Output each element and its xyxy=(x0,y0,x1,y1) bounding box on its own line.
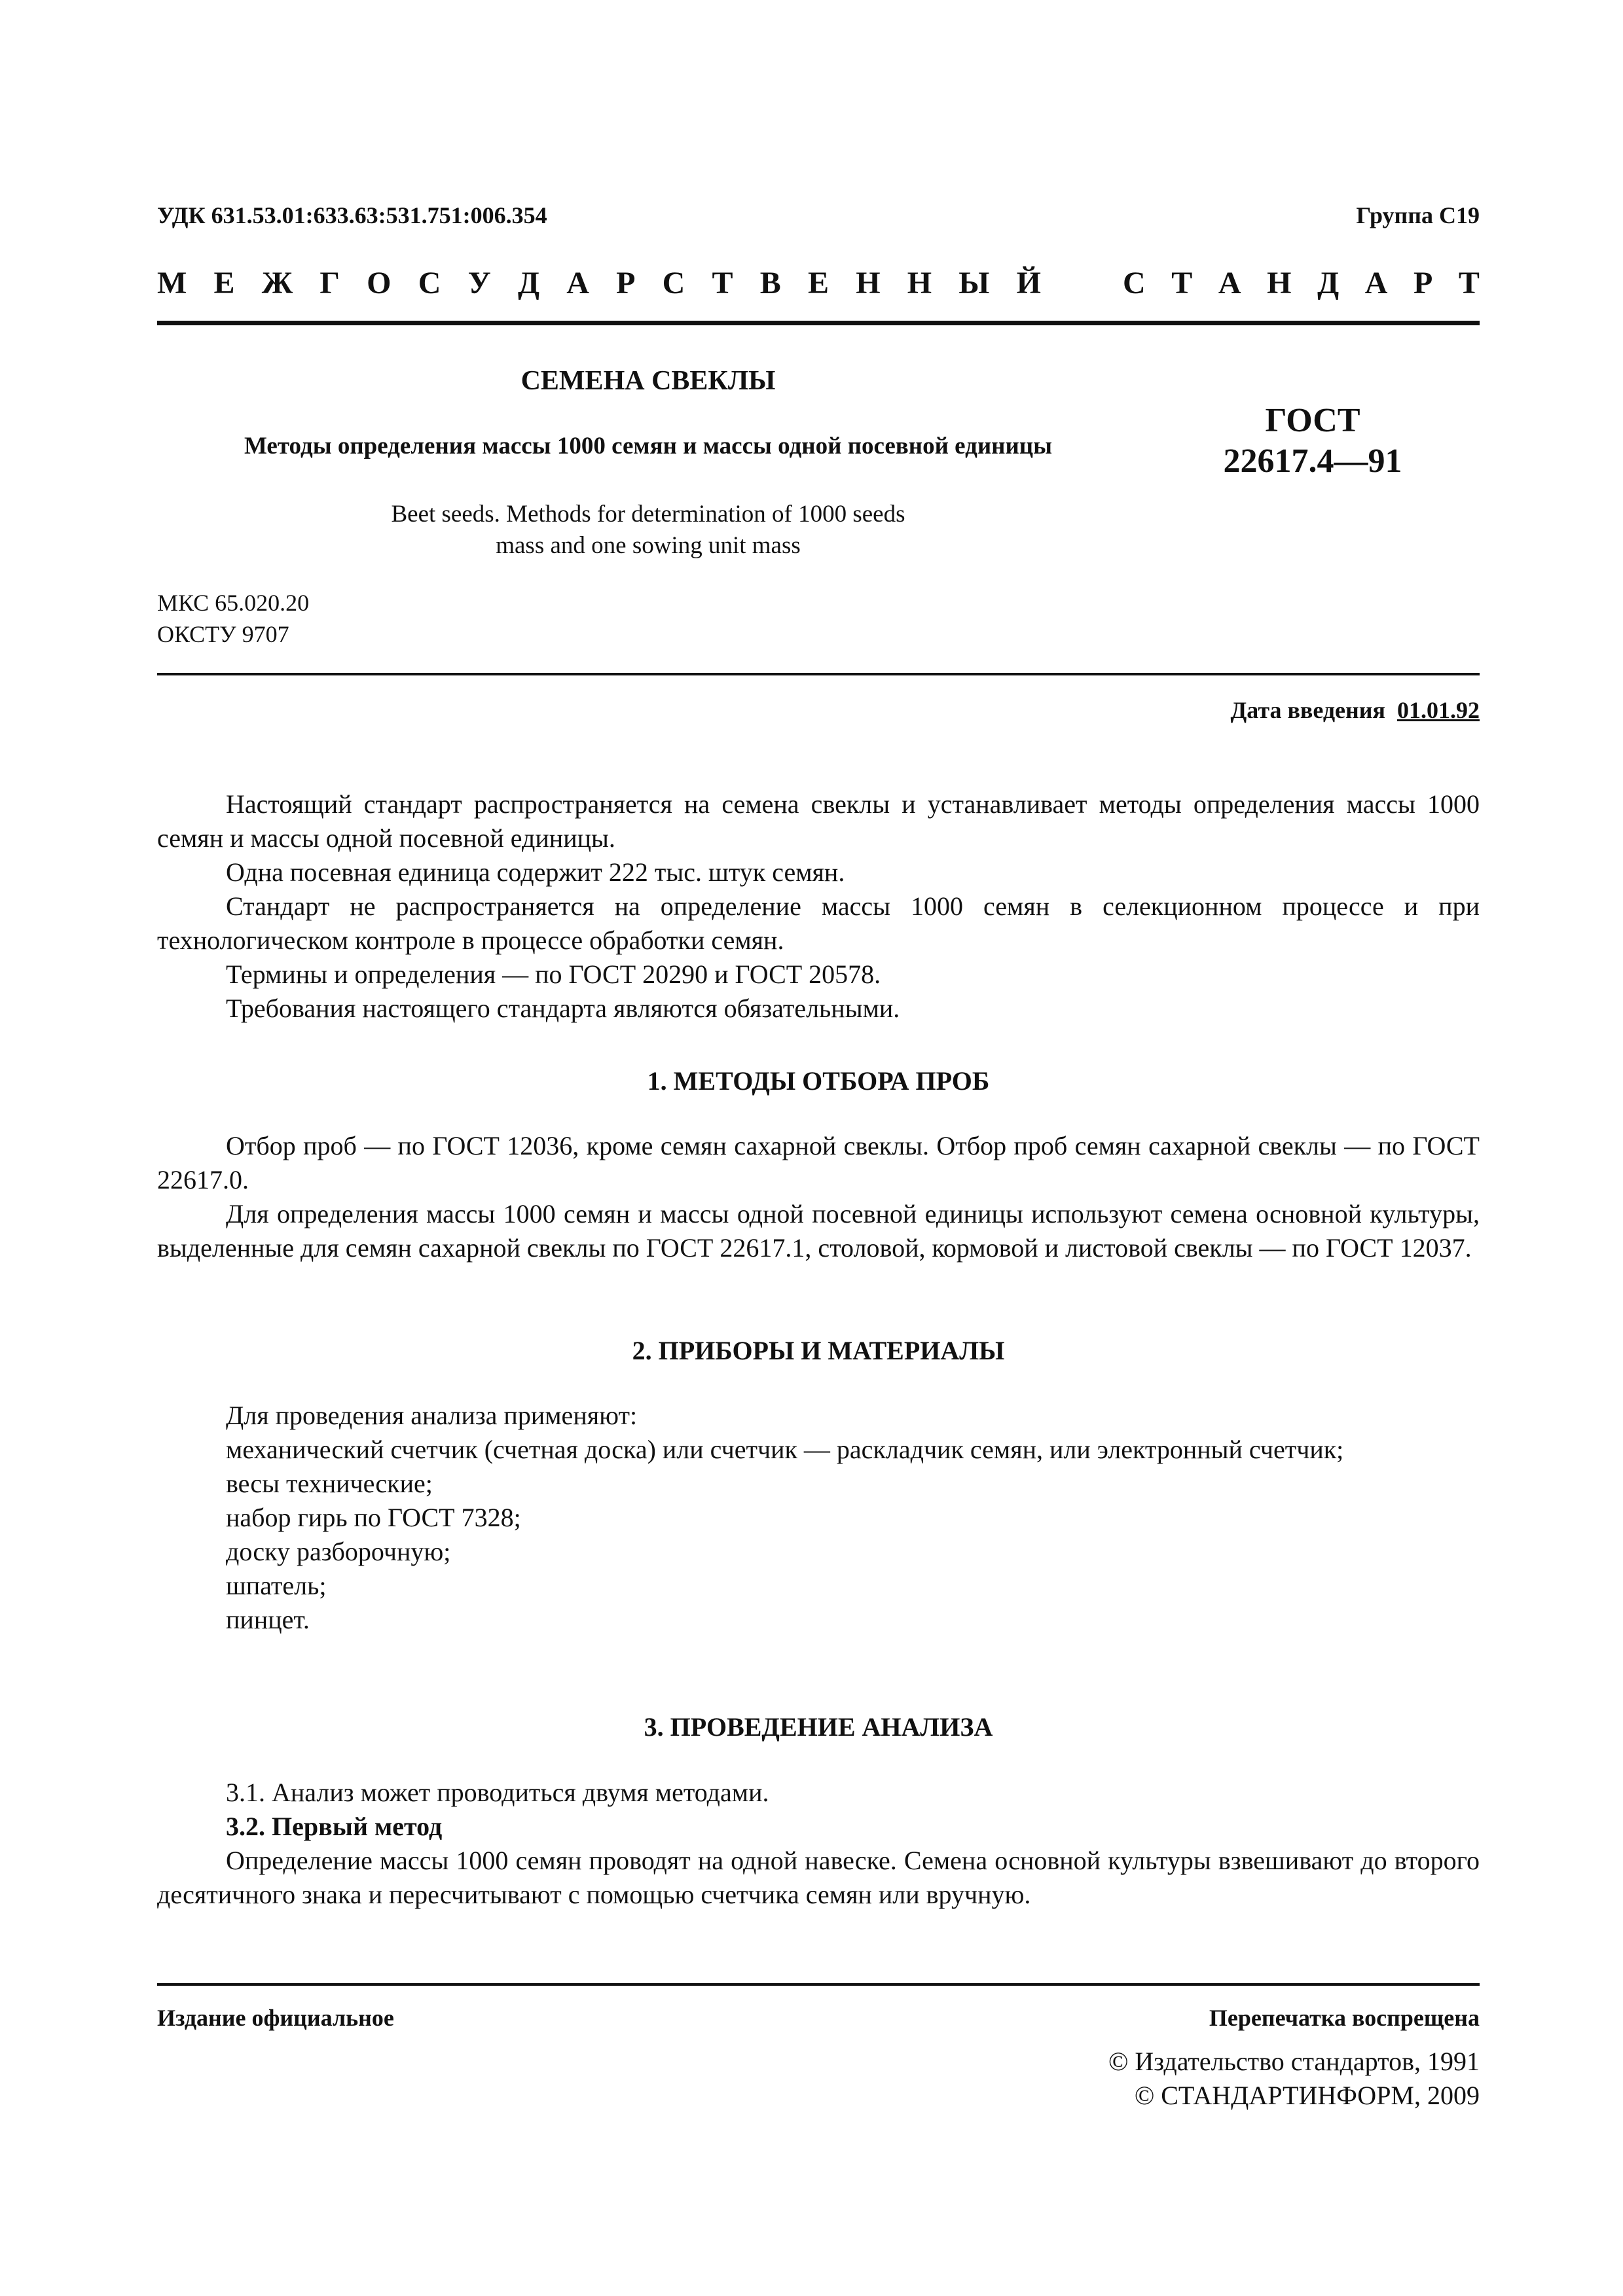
banner-letter: Е xyxy=(213,266,235,300)
mid-divider xyxy=(157,673,1480,675)
banner-letter: Н xyxy=(856,266,881,300)
gost-label: ГОСТ xyxy=(1265,402,1360,439)
udk-code: УДК 631.53.01:633.63:531.751:006.354 xyxy=(157,202,547,228)
banner-letter: Ж xyxy=(261,266,293,300)
banner-letter: А xyxy=(566,266,589,300)
banner-letter: А xyxy=(1218,266,1241,300)
section-1-body xyxy=(157,1129,1480,1265)
banner-letter: М xyxy=(157,266,187,300)
paragraph: Одна посевная единица содержит 222 тыс. штук семян. xyxy=(226,857,845,887)
paragraph: Для проведения анализа применяют: xyxy=(226,1401,638,1430)
okstu-code: ОКСТУ 9707 xyxy=(157,621,289,647)
copyright-block xyxy=(1108,2045,1480,2113)
introduction-date xyxy=(1231,696,1480,724)
banner-letter: С xyxy=(662,266,685,300)
interstate-standard-banner xyxy=(157,265,1480,301)
section-2-body xyxy=(157,1399,1480,1637)
banner-letter: В xyxy=(759,266,781,300)
reprint-prohibited-note: Перепечатка воспрещена xyxy=(1209,2005,1480,2031)
banner-letter: Д xyxy=(518,266,540,300)
banner-letter: Н xyxy=(1267,266,1292,300)
section-heading: 3. ПРОВЕДЕНИЕ АНАЛИЗА xyxy=(644,1712,993,1742)
introduction-date-label: Дата введения xyxy=(1230,697,1385,723)
gost-code-value: 22617.4—91 xyxy=(1223,442,1402,480)
section-heading: 2. ПРИБОРЫ И МАТЕРИАЛЫ xyxy=(632,1336,1005,1365)
english-title-line: Beet seeds. Methods for determination of 1000 seeds xyxy=(391,501,905,528)
banner-letter: Т xyxy=(712,266,733,300)
copyright-line: © СТАНДАРТИНФОРМ, 2009 xyxy=(1134,2081,1480,2110)
english-title xyxy=(157,499,1139,562)
document-page xyxy=(157,0,1480,2296)
paragraph: Определение массы 1000 семян проводят на одной навеске. Семена основной культуры взвешивают до второго десятичного знака и пересчитывают с помощью счетчика семян или вручную. xyxy=(157,1846,1480,1909)
document-subtitle: Методы определения массы 1000 семян и массы одной посевной единицы xyxy=(244,433,1052,459)
interstate-word xyxy=(157,265,1041,301)
list-item: пинцет. xyxy=(226,1605,310,1634)
introduction-date-value: 01.01.92 xyxy=(1397,697,1480,723)
paragraph: Требования настоящего стандарта являются обязательными. xyxy=(226,994,900,1023)
list-item: механический счетчик (счетная доска) или счетчик — раскладчик семян, или электронный счетчик; xyxy=(226,1435,1344,1464)
top-divider xyxy=(157,321,1480,325)
list-item: набор гирь по ГОСТ 7328; xyxy=(226,1503,521,1532)
banner-letter: Ы xyxy=(958,266,990,300)
classification-codes xyxy=(157,587,309,650)
banner-letter: У xyxy=(467,266,491,300)
banner-letter: С xyxy=(418,266,441,300)
banner-letter: О xyxy=(367,266,392,300)
section-3-body xyxy=(157,1776,1480,1912)
gost-number xyxy=(1205,401,1421,482)
copyright-line: © Издательство стандартов, 1991 xyxy=(1108,2047,1480,2076)
group-code: Группа С19 xyxy=(1356,202,1480,228)
banner-letter: Р xyxy=(1413,266,1433,300)
footer-divider xyxy=(157,1983,1480,1986)
list-item: доску разборочную; xyxy=(226,1537,451,1566)
paragraph: Стандарт не распространяется на определение массы 1000 семян в селекционном процессе и при технологическом контроле в процессе обработки семян. xyxy=(157,891,1480,955)
list-item: весы технические; xyxy=(226,1469,433,1498)
intro-section xyxy=(157,787,1480,1026)
paragraph: Настоящий стандарт распространяется на семена свеклы и устанавливает методы определения массы 1000 семян и массы одной посевной единицы. xyxy=(157,789,1480,853)
standard-word xyxy=(1123,265,1480,301)
paragraph: Термины и определения — по ГОСТ 20290 и ГОСТ 20578. xyxy=(226,960,881,989)
banner-letter: Т xyxy=(1171,266,1193,300)
paragraph: Для определения массы 1000 семян и массы одной посевной единицы используют семена основной культуры, выделенные для семян сахарной свеклы по ГОСТ 22617.1, столовой, кормовой и листовой свеклы — по ГОСТ 12037. xyxy=(157,1199,1480,1263)
official-edition-note: Издание официальное xyxy=(157,2005,394,2031)
list-item: шпатель; xyxy=(226,1571,327,1600)
section-heading: 1. МЕТОДЫ ОТБОРА ПРОБ xyxy=(647,1066,990,1096)
english-title-line: mass and one sowing unit mass xyxy=(496,532,801,559)
subsection-heading: 3.2. Первый метод xyxy=(226,1812,443,1841)
paragraph: 3.1. Анализ может проводиться двумя методами. xyxy=(226,1778,769,1807)
banner-letter: Й xyxy=(1016,266,1041,300)
banner-letter: С xyxy=(1123,266,1146,300)
paragraph: Отбор проб — по ГОСТ 12036, кроме семян сахарной свеклы. Отбор проб семян сахарной свеклы — по ГОСТ 22617.0. xyxy=(157,1131,1480,1194)
mks-code: МКС 65.020.20 xyxy=(157,590,310,616)
document-title: СЕМЕНА СВЕКЛЫ xyxy=(520,366,776,396)
banner-letter: Т xyxy=(1458,266,1480,300)
banner-letter: Г xyxy=(319,266,340,300)
banner-letter: А xyxy=(1364,266,1388,300)
banner-letter: Д xyxy=(1317,266,1340,300)
banner-letter: Н xyxy=(907,266,932,300)
banner-letter: Р xyxy=(616,266,636,300)
banner-letter: Е xyxy=(807,266,829,300)
